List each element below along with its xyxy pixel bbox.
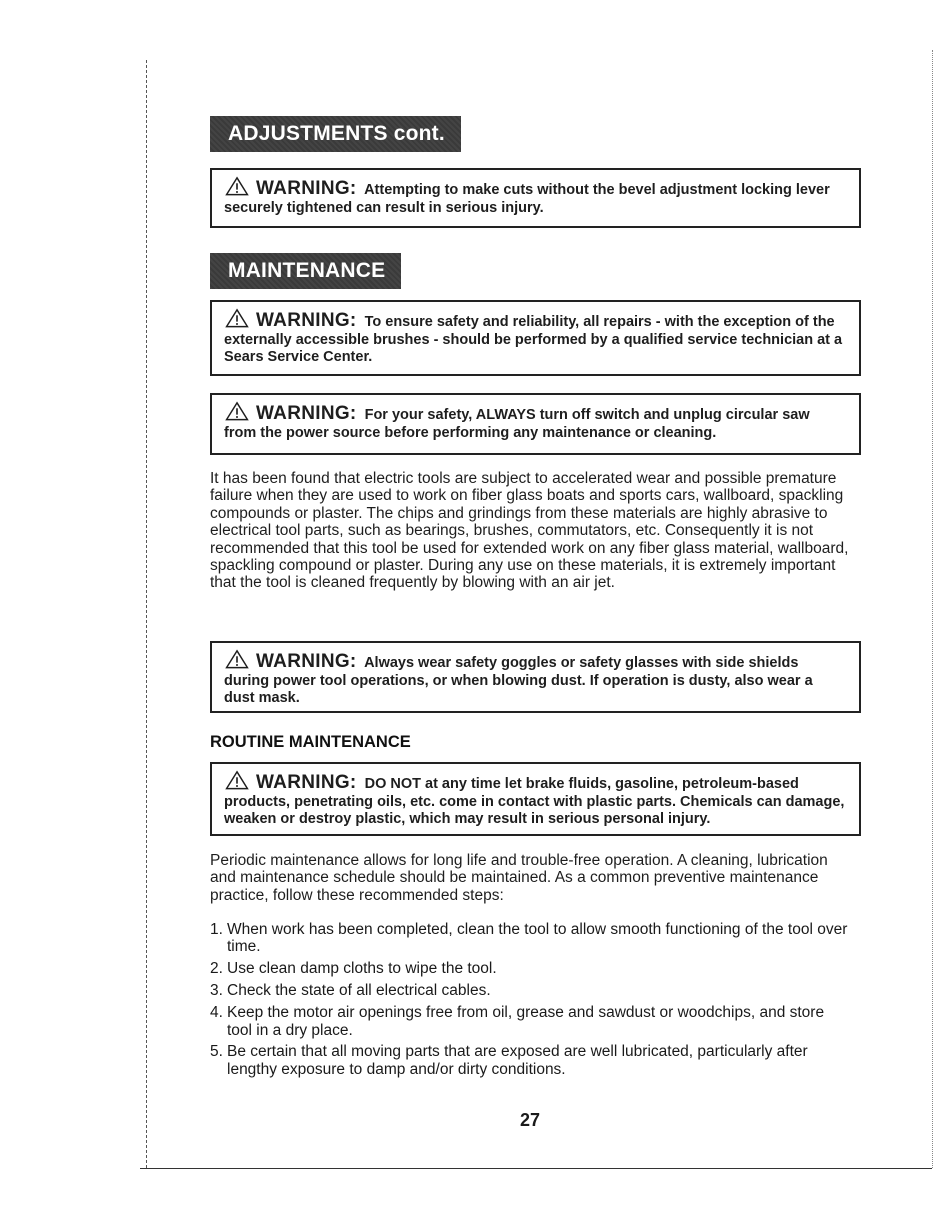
warning-text: For your safety, ALWAYS turn off switch and unplug circular saw from the power source before performing any maintenance or cleaning. — [224, 407, 810, 441]
routine-maintenance-heading: ROUTINE MAINTENANCE — [210, 733, 411, 751]
warning-triangle-icon — [224, 649, 250, 669]
section-heading-maintenance — [210, 253, 401, 289]
step-text: Be certain that all moving parts that are exposed are well lubricated, particularly after lengthy exposure to damp and/or dirty conditions. — [227, 1043, 808, 1078]
warning-box-bevel-lever — [210, 168, 861, 228]
step-text: Keep the motor air openings free from oil, grease and sawdust or woodchips, and store tool in a dry place. — [227, 1004, 825, 1039]
step-number: 3. — [210, 982, 223, 1000]
list-item — [210, 960, 850, 977]
list-item — [210, 1043, 850, 1078]
page-bottom-rule — [140, 1168, 932, 1169]
warning-triangle-icon — [224, 176, 250, 196]
warning-text: Always wear safety goggles or safety glasses with side shields during power tool operations, or when blowing dust. If operation is dusty, also wear a dust mask. — [224, 655, 813, 706]
maintenance-steps-list — [210, 921, 850, 1083]
list-item — [210, 982, 850, 999]
section-heading-maintenance-text: MAINTENANCE — [228, 259, 386, 282]
step-text: Check the state of all electrical cables. — [227, 982, 491, 1000]
page-number: 27 — [519, 1110, 541, 1130]
list-item — [210, 921, 850, 956]
step-number: 5. — [210, 1043, 223, 1061]
step-number: 2. — [210, 960, 223, 978]
warning-text: DO NOT at any time let brake fluids, gasoline, petroleum-based products, penetrating oils, etc. come in contact with plastic parts. Chemicals can damage, weaken or destroy plastic, which may result in serious personal injury. — [224, 776, 845, 827]
abrasive-materials-paragraph: It has been found that electric tools are subject to accelerated wear and possible premature failure when they are used to work on fiber glass boats and sports cars, wallboard, spackling compounds or plaster. The chips and grindings from these materials are highly abrasive to electrical tool parts, such as bearings, brushes, commutators, etc. Consequently it is not recommended that this tool be used for extended work on any fiber glass material, wallboard, spackling compound or plaster. During any use on these materials, it is extremely important that the tool is cleaned frequently by blowing with an air jet. — [210, 470, 849, 592]
warning-label: WARNING: — [256, 772, 357, 793]
warning-triangle-icon — [224, 770, 250, 790]
warning-triangle-icon — [224, 308, 250, 328]
warning-label: WARNING: — [256, 403, 357, 424]
warning-box-safety-goggles — [210, 641, 861, 713]
page-edge-line — [932, 50, 933, 1168]
step-text: Use clean damp cloths to wipe the tool. — [227, 960, 497, 978]
binding-edge-line — [146, 60, 147, 1168]
section-heading-adjustments-text: ADJUSTMENTS cont. — [228, 122, 445, 145]
warning-label: WARNING: — [256, 651, 357, 672]
warning-box-unplug-saw — [210, 393, 861, 455]
warning-label: WARNING: — [256, 310, 357, 331]
warning-text: To ensure safety and reliability, all repairs - with the exception of the externally accessible brushes - should be performed by a qualified service technician at a Sears Service Center. — [224, 314, 843, 365]
warning-label: WARNING: — [256, 178, 357, 199]
step-number: 1. — [210, 921, 223, 938]
list-item — [210, 1004, 850, 1039]
step-text: When work has been completed, clean the tool to allow smooth functioning of the tool over time. — [227, 921, 848, 956]
section-heading-adjustments — [210, 116, 461, 152]
warning-box-qualified-service — [210, 300, 861, 376]
warning-text: Attempting to make cuts without the bevel adjustment locking lever securely tightened can result in serious injury. — [224, 182, 830, 216]
step-number: 4. — [210, 1004, 223, 1022]
warning-box-chemicals — [210, 762, 861, 836]
warning-triangle-icon — [224, 401, 250, 421]
periodic-maintenance-paragraph: Periodic maintenance allows for long life and trouble-free operation. A cleaning, lubrication and maintenance schedule should be maintained. As a common preventive maintenance practice, follow these recommended steps: — [210, 852, 828, 904]
